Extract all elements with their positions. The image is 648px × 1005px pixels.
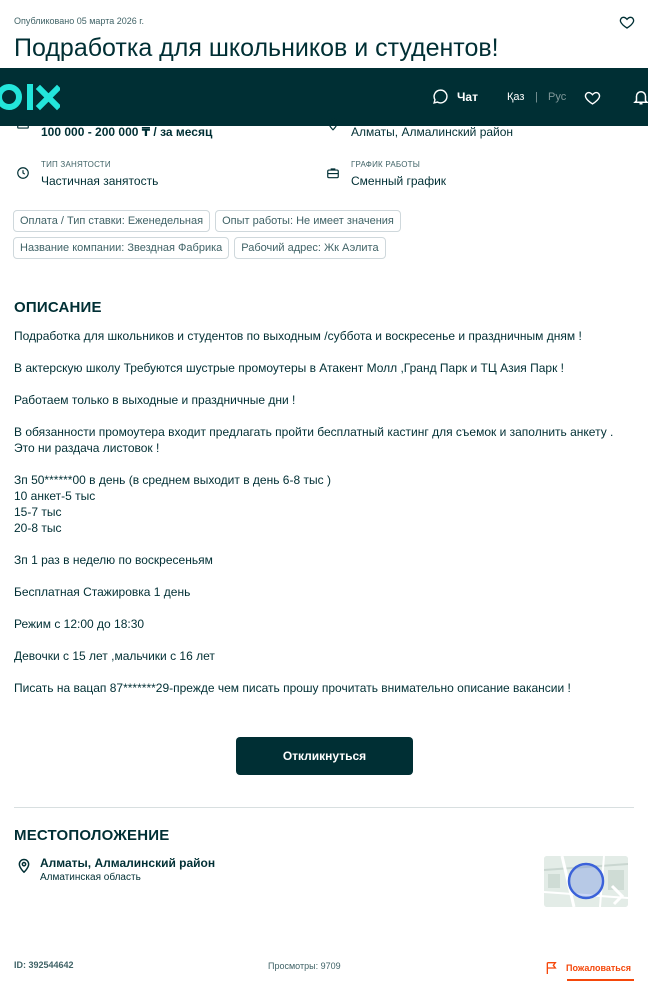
description-line: 15-7 тыс	[14, 505, 62, 519]
description-paragraph	[14, 472, 639, 536]
description-line: Работаем только в выходные и праздничные дни !	[14, 393, 296, 407]
description-line: Зп 1 раз в неделю по воскресеньям	[14, 553, 213, 567]
description-line: 20-8 тыс	[14, 521, 62, 535]
chat-bubble-icon	[432, 88, 449, 105]
wallet-icon	[16, 117, 30, 131]
description-line: Девочки с 15 лет ,мальчики с 16 лет	[14, 649, 215, 663]
location-region: Алматинская область	[40, 872, 141, 883]
description-line: Писать на вацап 87*******29-прежде чем писать прошу прочитать внимательно описание вакансии !	[14, 681, 571, 695]
site-header	[0, 68, 648, 126]
tag-experience: Опыт работы: Не имеет значения	[215, 210, 401, 232]
chat-button[interactable]	[432, 88, 478, 105]
favorites-heart-icon[interactable]	[584, 89, 601, 106]
heart-icon[interactable]	[619, 14, 635, 30]
description-paragraph	[14, 424, 639, 456]
clock-icon	[16, 166, 30, 180]
ad-id: ID: 392544642	[14, 960, 74, 970]
location-city: Алматы, Алмалинский район	[40, 856, 216, 870]
description-paragraph	[14, 616, 639, 632]
description-paragraph	[14, 648, 639, 664]
description-paragraph	[14, 360, 639, 376]
schedule-value: Сменный график	[351, 174, 447, 188]
description-text	[14, 328, 639, 712]
map-thumbnail[interactable]	[544, 856, 628, 907]
job-tags	[13, 210, 633, 264]
lang-separator: |	[535, 91, 538, 103]
description-paragraph	[14, 584, 639, 600]
description-line: Бесплатная Стажировка 1 день	[14, 585, 191, 599]
lang-kaz-link[interactable]: Қаз	[507, 91, 525, 103]
description-paragraph	[14, 680, 639, 696]
briefcase-icon	[326, 166, 340, 180]
tag-address: Рабочий адрес: Жк Аэлита	[234, 237, 385, 259]
location-title: МЕСТОПОЛОЖЕНИЕ	[14, 827, 170, 844]
report-label: Пожаловаться	[566, 963, 632, 973]
description-line: В обязанности промоутера входит предлагать пройти бесплатный кастинг для съемок и заполнить анкету .	[14, 425, 614, 439]
published-date: Опубликовано 05 марта 2026 г.	[14, 16, 144, 26]
location-pin-icon	[326, 117, 340, 131]
description-paragraph	[14, 328, 639, 344]
tag-payment: Оплата / Тип ставки: Еженедельная	[13, 210, 210, 232]
schedule-label: ГРАФИК РАБОТЫ	[351, 160, 421, 169]
description-line: Режим с 12:00 до 18:30	[14, 617, 145, 631]
report-underline	[567, 979, 634, 981]
chat-label: Чат	[457, 89, 478, 104]
description-line: Зп 50******00 в день (в среднем выходит в день 6-8 тыс )	[14, 473, 331, 487]
divider	[14, 807, 634, 808]
salary-value: 100 000 - 200 000 ₸ / за месяц	[41, 125, 213, 139]
olx-logo[interactable]	[0, 81, 60, 113]
employment-value: Частичная занятость	[41, 174, 159, 188]
page-title: Подработка для школьников и студентов!	[14, 34, 499, 62]
views-count: Просмотры: 9709	[268, 961, 341, 971]
description-line: 10 анкет-5 тыс	[14, 489, 96, 503]
description-paragraph	[14, 552, 639, 568]
apply-button[interactable]: Откликнуться	[236, 737, 413, 775]
report-button[interactable]	[544, 960, 631, 976]
location-value: Алматы, Алмалинский район	[351, 125, 514, 139]
description-paragraph	[14, 392, 639, 408]
map-image	[544, 856, 628, 907]
employment-label: ТИП ЗАНЯТОСТИ	[41, 160, 111, 169]
lang-rus-link[interactable]: Рус	[548, 91, 567, 103]
description-line: Подработка для школьников и студентов по выходным /суббота и воскресенье и праздничным дням !	[14, 329, 582, 343]
flag-icon	[544, 960, 560, 976]
description-line: В актерскую школу Требуются шустрые промоутеры в Атакент Молл ,Гранд Парк и ТЦ Азия Парк !	[14, 361, 565, 375]
description-line: Это ни раздача листовок !	[14, 441, 160, 455]
location-pin-icon	[16, 857, 32, 874]
tag-company: Название компании: Звездная Фабрика	[13, 237, 229, 259]
description-title: ОПИСАНИЕ	[14, 299, 102, 316]
bell-icon[interactable]	[632, 88, 648, 106]
